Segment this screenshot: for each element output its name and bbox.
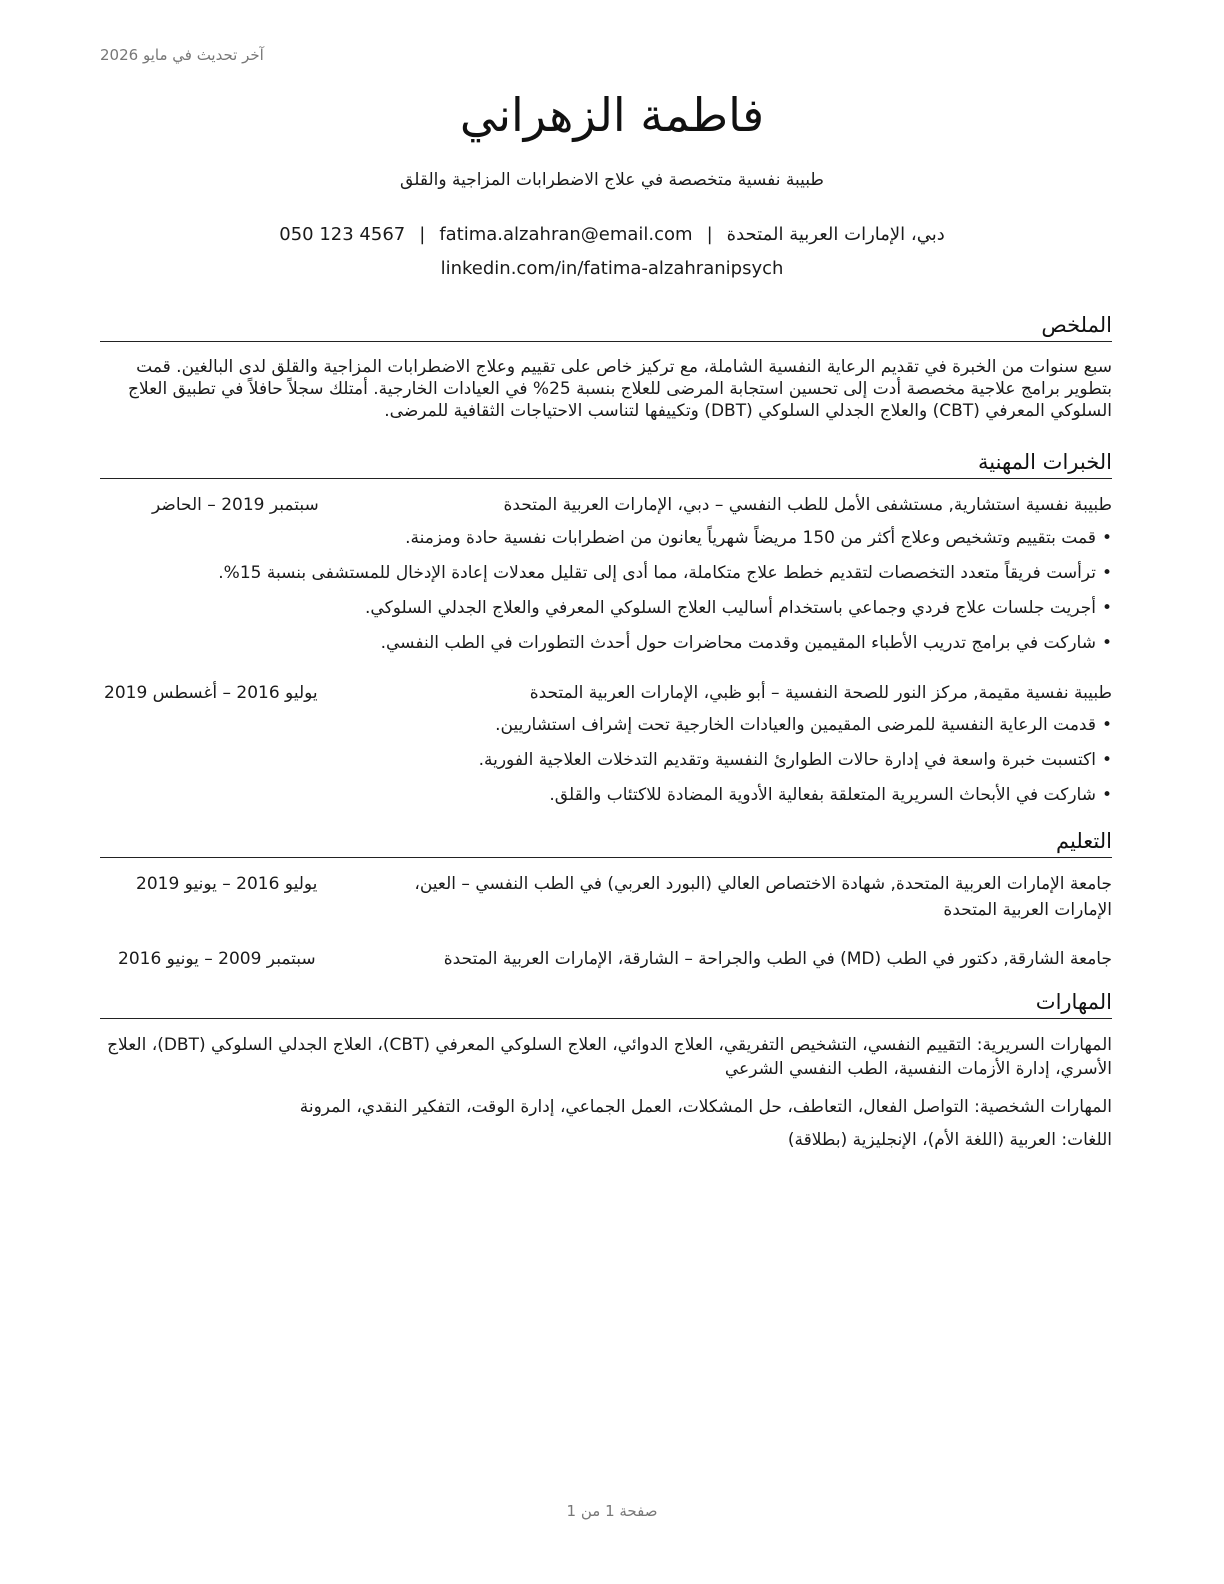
bullet-dot: • [1101, 633, 1112, 653]
list-item [100, 631, 1112, 666]
bullet-text: اكتسبت خبرة واسعة في إدارة حالات الطوارئ النفسية وتقديم التدخلات العلاجية الفورية. [478, 750, 1096, 770]
bullet-text: شاركت في الأبحاث السريرية المتعلقة بفعالية الأدوية المضادة للاكتئاب والقلق. [549, 785, 1096, 805]
contact-location: دبي، الإمارات العربية المتحدة [726, 224, 945, 245]
bullet-text: قدمت الرعاية النفسية للمرضى المقيمين والعيادات الخارجية تحت إشراف استشاريين. [495, 715, 1096, 735]
job-bullets [100, 713, 1112, 818]
job-bullets [100, 526, 1112, 666]
list-item [100, 526, 1112, 561]
candidate-tagline: طبيبة نفسية متخصصة في علاج الاضطرابات المزاجية والقلق [400, 170, 824, 190]
summary-text: سبع سنوات من الخبرة في تقديم الرعاية النفسية الشاملة، مع تركيز خاص على تقييم وعلاج الاضطرابات المزاجية والقلق لدى البالغين. قمت بتطوير برامج علاجية مخصصة أدت إلى تحسين استجابة المرضى للعلاج بنسبة 25% في العيادات الخارجية. أمتلك سجلاً حافلاً في تطبيق العلاج السلوكي المعرفي (CBT) والعلاج الجدلي السلوكي (DBT) وتكييفها لتناسب الاحتياجات الثقافية للمرضى. [127, 357, 1112, 421]
page-number: صفحة 1 من 1 [566, 1502, 658, 1520]
job-header [100, 681, 1112, 705]
section-heading-experience: الخبرات المهنية [100, 448, 1112, 479]
contact-phone: 050 123 4567 [279, 224, 406, 245]
education-item [100, 947, 1112, 973]
list-item [100, 748, 1112, 783]
job-dates: يوليو 2016 – أغسطس 2019 [104, 683, 318, 703]
job-title-org: طبيبة نفسية استشارية, مستشفى الأمل للطب النفسي – دبي، الإمارات العربية المتحدة [503, 495, 1112, 515]
bullet-text: أجريت جلسات علاج فردي وجماعي باستخدام أساليب العلاج السلوكي المعرفي والعلاج الجدلي السلوكي. [365, 598, 1096, 618]
job-title-org: طبيبة نفسية مقيمة, مركز النور للصحة النفسية – أبو ظبي، الإمارات العربية المتحدة [529, 683, 1112, 703]
job-dates: سبتمبر 2019 – الحاضر [152, 495, 319, 515]
bullet-dot: • [1101, 563, 1112, 583]
contact-separator: | [706, 224, 713, 245]
list-item [100, 596, 1112, 631]
bullet-dot: • [1101, 785, 1112, 805]
list-item [100, 783, 1112, 818]
bullet-dot: • [1101, 598, 1112, 618]
job-header [100, 493, 1112, 517]
section-heading-education: التعليم [100, 827, 1112, 858]
contact-separator: | [419, 224, 426, 245]
education-dates: سبتمبر 2009 – يونيو 2016 [118, 949, 316, 969]
bullet-text: شاركت في برامج تدريب الأطباء المقيمين وقدمت محاضرات حول أحدث التطورات في الطب النفسي. [380, 633, 1096, 653]
education-institution: جامعة الإمارات العربية المتحدة, شهادة الاختصاص العالي (البورد العربي) في الطب النفسي – العين، [414, 874, 1112, 894]
list-item [100, 561, 1112, 596]
bullet-dot: • [1101, 715, 1112, 735]
contact-line [0, 224, 1224, 245]
bullet-text: ترأست فريقاً متعدد التخصصات لتقديم خطط علاج متكاملة، مما أدى إلى تقليل معدلات إعادة الإدخال للمستشفى بنسبة 15%. [218, 563, 1096, 583]
candidate-name: فاطمة الزهراني [459, 88, 765, 142]
education-item [100, 872, 1112, 922]
education-institution: جامعة الشارقة, دكتور في الطب (MD) في الطب والجراحة – الشارقة، الإمارات العربية المتحدة [443, 949, 1112, 969]
skills-languages: اللغات: العربية (اللغة الأم)، الإنجليزية (بطلاقة) [787, 1130, 1112, 1150]
section-heading-skills: المهارات [100, 988, 1112, 1019]
skills-personal: المهارات الشخصية: التواصل الفعال، التعاطف، حل المشكلات، العمل الجماعي، إدارة الوقت، التفكير النقدي، المرونة [299, 1097, 1112, 1117]
bullet-dot: • [1101, 528, 1112, 548]
list-item [100, 713, 1112, 748]
bullet-dot: • [1101, 750, 1112, 770]
contact-email[interactable]: fatima.alzahran@email.com [439, 224, 693, 245]
section-heading-summary: الملخص [100, 311, 1112, 342]
contact-linkedin[interactable]: linkedin.com/in/fatima-alzahranipsych [440, 258, 784, 279]
last-updated: آخر تحديث في مايو 2026 [100, 46, 264, 64]
skills-clinical: المهارات السريرية: التقييم النفسي، التشخيص التفريقي، العلاج الدوائي، العلاج السلوكي المعرفي (CBT)، العلاج الجدلي السلوكي (DBT)، العلاج الأسري، إدارة الأزمات النفسية، الطب النفسي الشرعي [107, 1035, 1112, 1079]
bullet-text: قمت بتقييم وتشخيص وعلاج أكثر من 150 مريضاً شهرياً يعانون من اضطرابات نفسية حادة ومزمنة. [405, 528, 1096, 548]
education-location: الإمارات العربية المتحدة [943, 900, 1112, 920]
education-dates: يوليو 2016 – يونيو 2019 [136, 874, 318, 894]
